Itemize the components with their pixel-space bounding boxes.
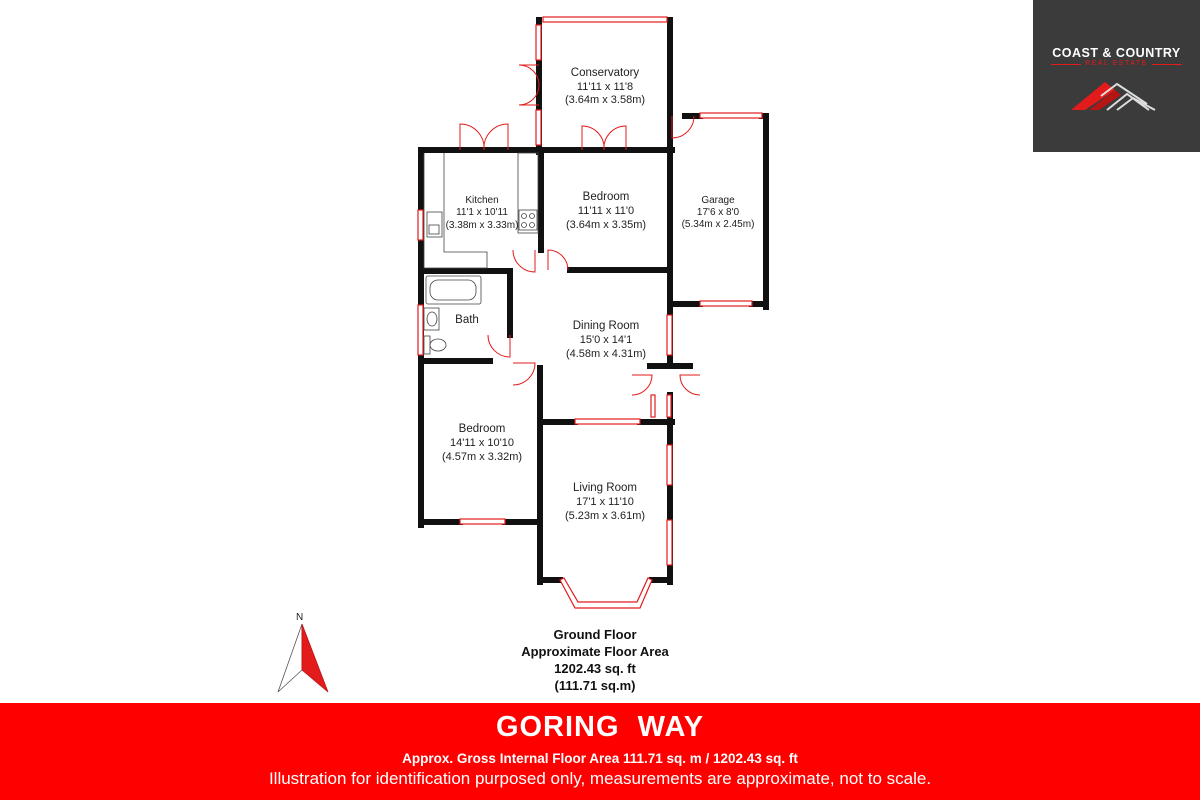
company-logo <box>1033 0 1200 152</box>
kitchen-name: Kitchen <box>465 195 499 206</box>
dining-name: Dining Room <box>572 320 640 332</box>
kitchen-label <box>446 195 519 231</box>
living-label <box>565 482 645 522</box>
floor-title: Ground Floor <box>553 627 637 642</box>
bedroom1-name: Bedroom <box>582 191 630 203</box>
living-metric: (5.23m x 3.61m) <box>564 510 646 522</box>
bedroom1-metric: (3.64m x 3.35m) <box>565 219 647 231</box>
dining-label <box>566 320 646 360</box>
conservatory-label <box>565 67 645 106</box>
north-arrow-icon <box>272 612 332 694</box>
bath-name: Bath <box>455 314 479 326</box>
dining-imperial: 15'0 x 14'1 <box>579 334 633 346</box>
disclaimer-text: Illustration for identification purposed only, measurements are approximate, not to scale. <box>268 769 932 788</box>
conservatory-name: Conservatory <box>570 67 640 79</box>
living-name: Living Room <box>573 482 637 494</box>
floor-sqm: (111.71 sq.m) <box>554 678 636 693</box>
floor-area-caption <box>490 626 700 694</box>
bedroom2-metric: (4.57m x 3.32m) <box>441 451 523 463</box>
kitchen-imperial: 11'1 x 10'11 <box>456 207 508 218</box>
bedroom1-label <box>566 191 646 231</box>
garage-metric: (5.34m x 2.45m) <box>681 219 755 230</box>
house-roof-icon <box>1071 80 1161 112</box>
living-imperial: 17'1 x 11'10 <box>576 496 634 508</box>
garage-label <box>682 195 755 230</box>
floor-subtitle: Approximate Floor Area <box>521 644 669 659</box>
logo-title: COAST & COUNTRY <box>1052 46 1181 60</box>
bedroom2-name: Bedroom <box>458 423 506 435</box>
dining-metric: (4.58m x 4.31m) <box>565 348 647 360</box>
garage-imperial: 17'6 x 8'0 <box>696 207 740 218</box>
footer-banner <box>0 703 1200 800</box>
gross-area-text: Approx. Gross Internal Floor Area 111.71 sq. m / 1202.43 sq. ft <box>402 751 798 766</box>
floor-sqft: 1202.43 sq. ft <box>554 661 636 676</box>
conservatory-metric: (3.64m x 3.58m) <box>564 94 646 106</box>
property-title: GORING WAY <box>495 711 705 743</box>
bedroom2-label <box>442 423 522 463</box>
garage-name: Garage <box>701 195 735 206</box>
bedroom1-imperial: 11'11 x 11'0 <box>577 205 635 217</box>
bath-label <box>455 314 479 326</box>
fixtures <box>424 153 538 354</box>
room-labels <box>442 67 754 522</box>
bedroom2-imperial: 14'11 x 10'10 <box>450 437 514 449</box>
conservatory-imperial: 11'11 x 11'8 <box>576 81 634 93</box>
kitchen-metric: (3.38m x 3.33m) <box>445 220 519 231</box>
logo-subtitle: REAL ESTATE <box>1085 60 1148 67</box>
compass-north-label: N <box>296 612 304 623</box>
